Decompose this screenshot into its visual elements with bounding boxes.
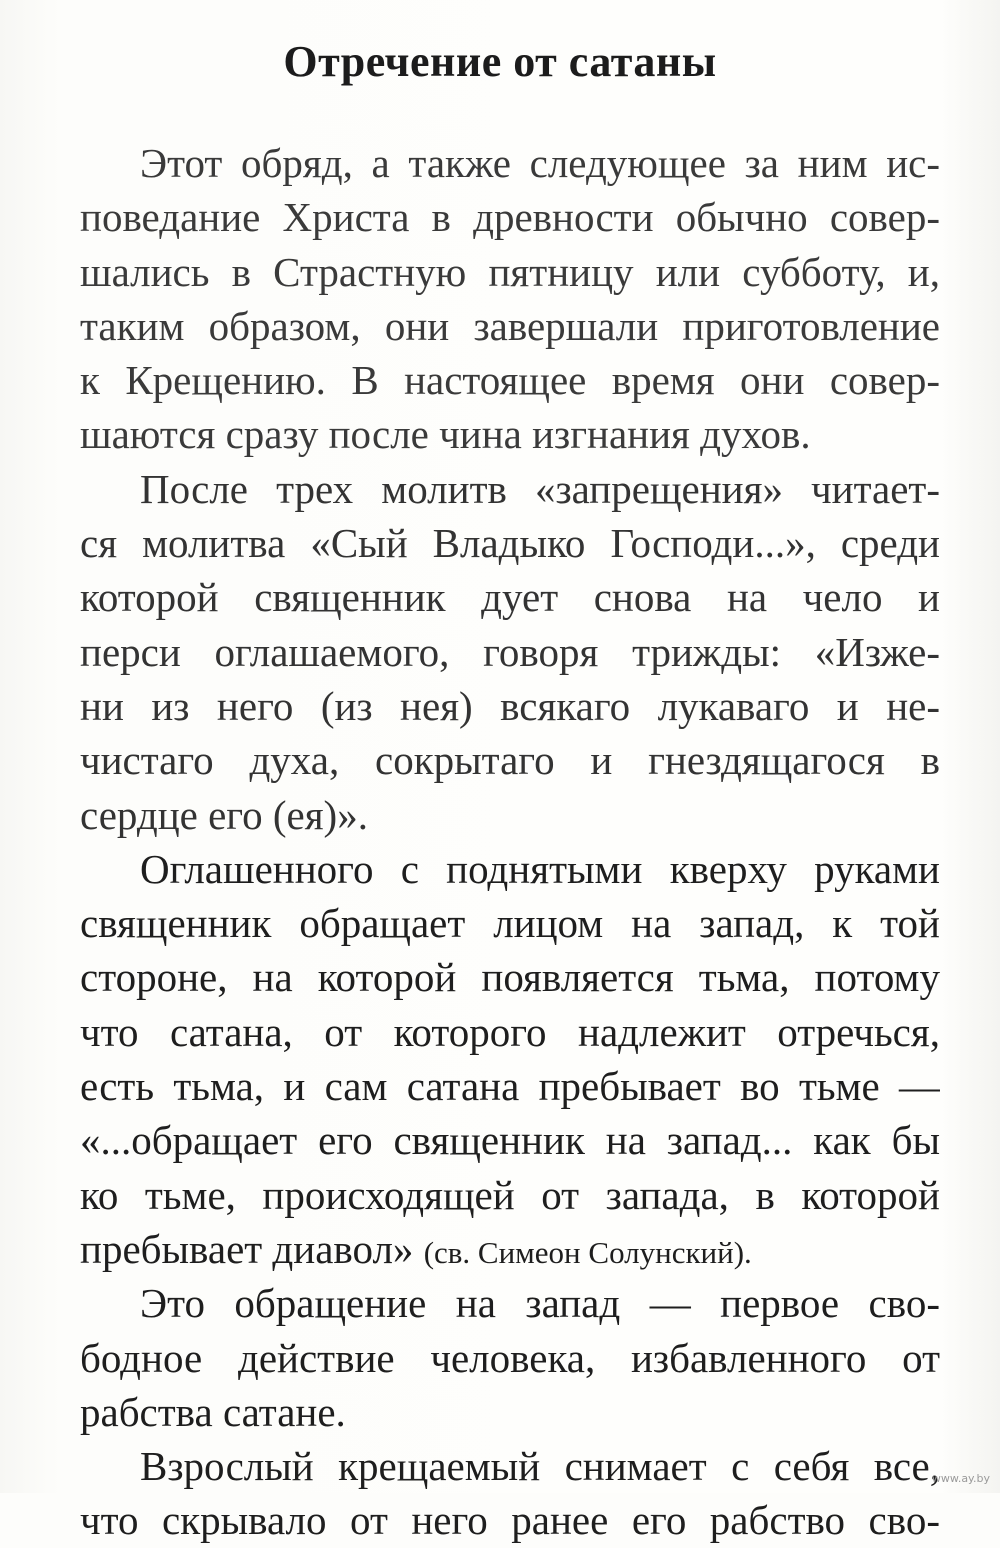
text-line: которой священник дует снова на чело и xyxy=(80,574,940,621)
citation: (св. Симеон Солунский). xyxy=(423,1234,752,1270)
text-line: шаются сразу после чина изгнания духов. xyxy=(80,411,811,458)
body-text xyxy=(80,136,940,1548)
paragraph-4 xyxy=(80,1276,940,1439)
text-line: таким образом, они завершали приготовление xyxy=(80,302,940,349)
quote-text: пребывает диавол» xyxy=(80,1225,414,1272)
text-line: Оглашенного с поднятыми кверху руками xyxy=(140,845,940,892)
text-line: поведание Христа в древности обычно совер- xyxy=(80,194,940,241)
page-title: Отречение от сатаны xyxy=(283,37,717,86)
text-line: ни из него (из нея) всякаго лукаваго и не- xyxy=(80,682,940,729)
text-line xyxy=(80,1222,940,1276)
text-line: шались в Страстную пятницу или субботу, и, xyxy=(80,248,940,295)
paragraph-3 xyxy=(80,842,940,1276)
text-line: Это обращение на запад — первое сво- xyxy=(140,1280,940,1327)
text-line: есть тьма, и сам сатана пребывает во тьме — xyxy=(80,1063,940,1110)
text-line: «...обращает его священник на запад... как бы xyxy=(80,1117,940,1164)
watermark: www.ay.by xyxy=(931,1472,990,1485)
paragraph-1 xyxy=(80,136,940,462)
text-line: сердце его (ея)». xyxy=(80,791,368,838)
text-line: священник обращает лицом на запад, к той xyxy=(80,900,940,947)
text-line: перси оглашаемого, говоря трижды: «Изже- xyxy=(80,628,940,675)
text-line: Этот обряд, а также следующее за ним ис- xyxy=(140,140,940,186)
text-line: ко тьме, происходящей от запада, в которой xyxy=(80,1171,940,1218)
text-line: рабства сатане. xyxy=(80,1388,346,1435)
text-line: стороне, на которой появляется тьма, потому xyxy=(80,954,940,1001)
text-line: чистаго духа, сокрытаго и гнездящагося в xyxy=(80,737,940,784)
text-line: что сатана, от которого надлежит отречься, xyxy=(80,1008,940,1055)
text-line: ся молитва «Сый Владыко Господи...», среди xyxy=(80,520,940,567)
paragraph-5 xyxy=(80,1439,940,1548)
text-line: к Крещению. В настоящее время они совер- xyxy=(80,357,940,404)
text-line: После трех молитв «запрещения» читает- xyxy=(140,465,940,512)
text-line: бодное действие человека, избавленного от xyxy=(80,1334,940,1381)
text-line: что скрывало от него ранее его рабство сво- xyxy=(80,1497,940,1544)
paragraph-2 xyxy=(80,462,940,842)
text-line: Взрослый крещаемый снимает с себя все, xyxy=(140,1443,940,1490)
